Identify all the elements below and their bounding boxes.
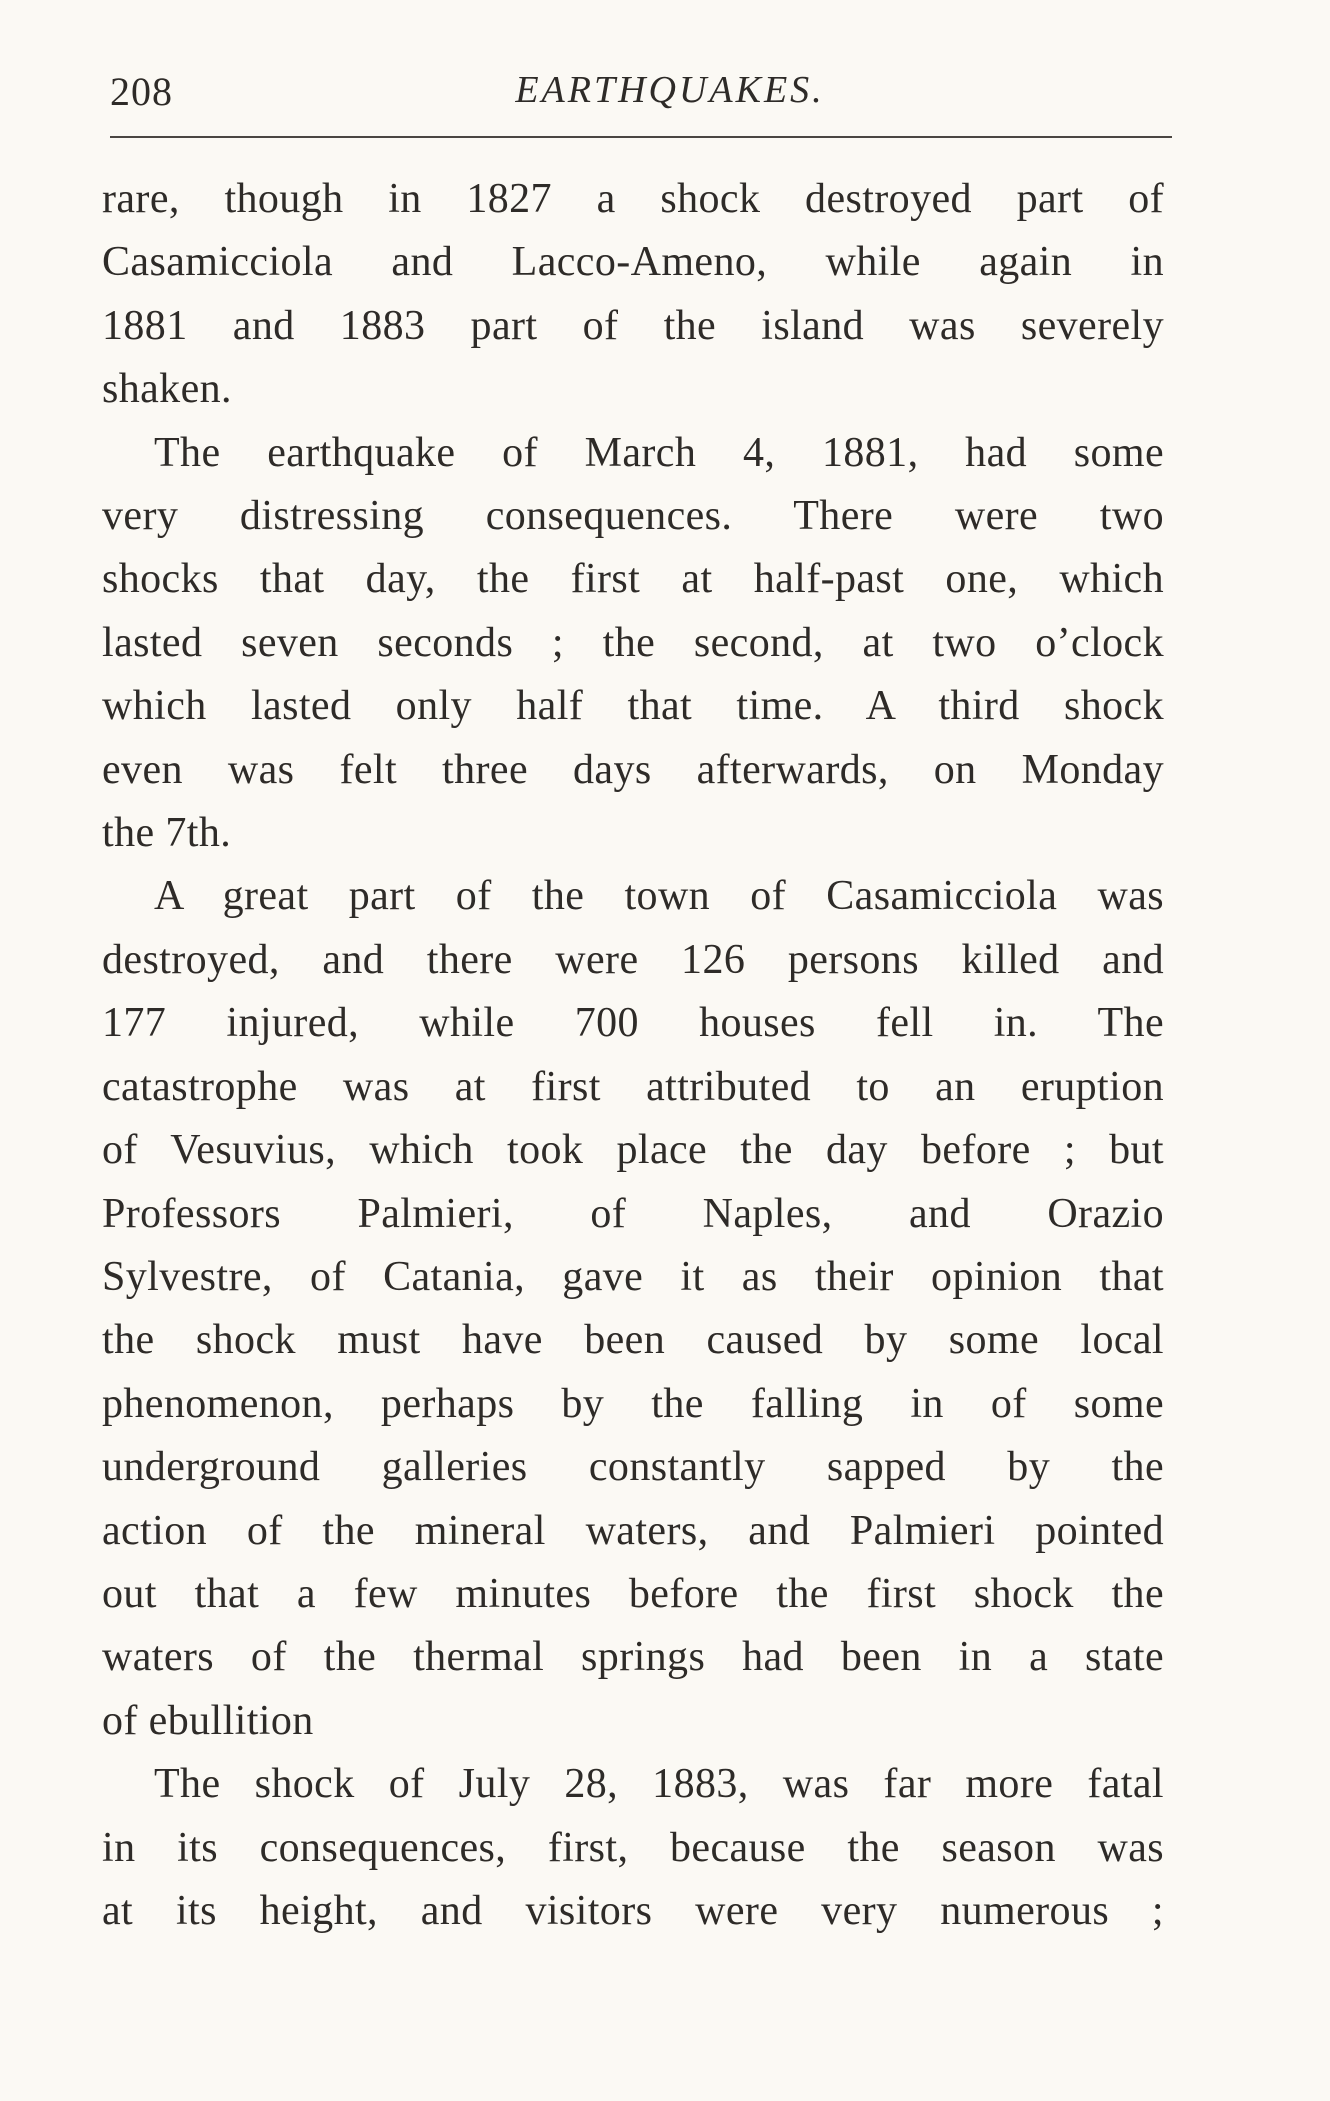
body-text	[102, 168, 1164, 1943]
text-line: of Vesuvius, which took place the day before ; but	[102, 1127, 1164, 1174]
text-line: in its consequences, first, because the season was	[102, 1824, 1164, 1871]
text-line: Sylvestre, of Catania, gave it as their opinion that	[102, 1253, 1164, 1300]
text-line: the shock must have been caused by some local	[102, 1317, 1164, 1364]
text-line: even was felt three days afterwards, on Monday	[102, 746, 1164, 793]
text-line: which lasted only half that time. A third shock	[102, 683, 1164, 730]
text-line: of ebullition	[102, 1697, 314, 1744]
text-line: at its height, and visitors were very numerous ;	[102, 1887, 1164, 1934]
text-line: underground galleries constantly sapped by the	[102, 1444, 1164, 1491]
text-line: 1881 and 1883 part of the island was severely	[102, 302, 1164, 349]
text-line: Casamicciola and Lacco-Ameno, while again in	[102, 239, 1164, 286]
header-rule	[110, 136, 1172, 138]
page-number: 208	[110, 69, 173, 114]
text-line: The shock of July 28, 1883, was far more fatal	[154, 1761, 1164, 1808]
text-line: phenomenon, perhaps by the falling in of some	[102, 1380, 1164, 1427]
running-title: EARTHQUAKES.	[515, 69, 825, 111]
paragraph	[102, 1753, 1164, 1943]
text-line: lasted seven seconds ; the second, at two o’clock	[102, 619, 1164, 666]
page-header	[110, 68, 1172, 128]
text-line: shaken.	[102, 366, 232, 413]
text-line: very distressing consequences. There were two	[102, 493, 1164, 540]
text-line: action of the mineral waters, and Palmieri pointed	[102, 1507, 1164, 1554]
text-line: A great part of the town of Casamicciola was	[154, 873, 1164, 920]
text-line: out that a few minutes before the first shock the	[102, 1570, 1164, 1617]
text-line: catastrophe was at first attributed to an eruption	[102, 1063, 1164, 1110]
text-line: shocks that day, the first at half-past one, which	[102, 556, 1164, 603]
text-line: destroyed, and there were 126 persons killed and	[102, 936, 1164, 983]
paragraph	[102, 168, 1164, 422]
text-line: The earthquake of March 4, 1881, had some	[154, 429, 1164, 476]
paragraph	[102, 422, 1164, 866]
text-line: 177 injured, while 700 houses fell in. The	[102, 1000, 1164, 1047]
text-line: the 7th.	[102, 810, 232, 857]
paragraph	[102, 865, 1164, 1753]
text-line: rare, though in 1827 a shock destroyed part of	[102, 176, 1164, 222]
text-line: waters of the thermal springs had been in a state	[102, 1634, 1164, 1681]
text-line: Professors Palmieri, of Naples, and Orazio	[102, 1190, 1164, 1237]
